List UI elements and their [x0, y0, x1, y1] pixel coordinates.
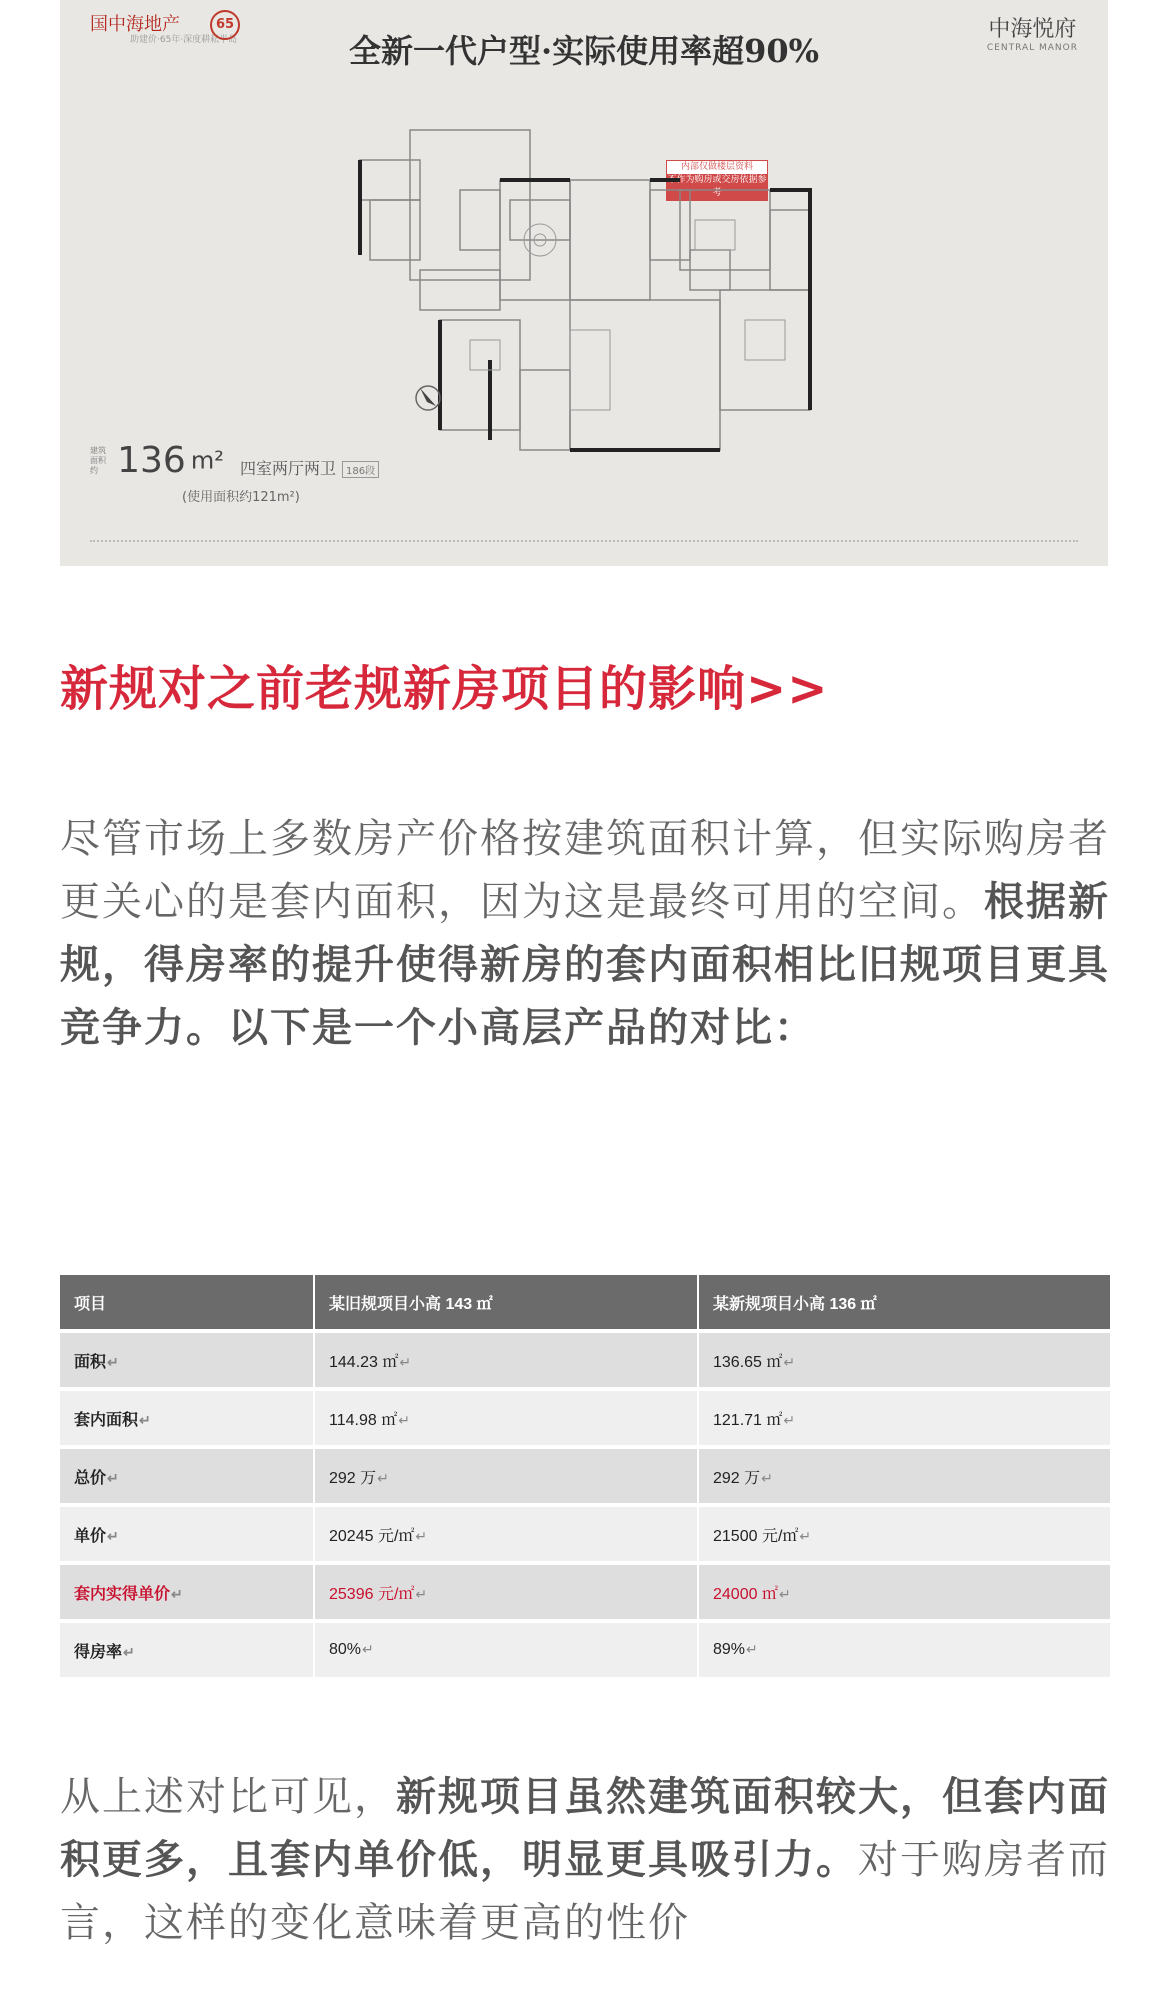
row-old-value — [315, 1445, 699, 1503]
row-old-value-text: 20245 元/㎡ — [329, 1527, 415, 1545]
row-new-value-text: 21500 元/㎡ — [713, 1527, 799, 1545]
row-old-value — [315, 1387, 699, 1445]
row-label-text: 套内实得单价 — [74, 1585, 171, 1603]
paragraph-2 — [60, 1766, 1110, 1955]
return-mark: ↵ — [107, 1353, 119, 1370]
row-new-value — [699, 1445, 1110, 1503]
row-new-value — [699, 1503, 1110, 1561]
table-header-row — [60, 1275, 1110, 1329]
return-mark: ↵ — [415, 1527, 428, 1544]
brand-logo: 国中海地产 — [90, 14, 180, 35]
plan-headline: 全新一代户型·实际使用率超90% — [348, 32, 820, 70]
paragraph-1-bold: 根据新规，得房率的提升使得新房的套内面积相比旧规项目更具竞争力。以下是一个小高层产品的对比： — [60, 879, 1110, 1051]
return-mark: ↵ — [171, 1585, 183, 1602]
row-new-value — [699, 1619, 1110, 1677]
return-mark: ↵ — [799, 1527, 812, 1544]
paragraph-2-bold: 新规项目虽然建筑面积较大，但套内面积更多，且套内单价低，明显更具吸引力。 — [60, 1774, 1110, 1883]
return-mark: ↵ — [761, 1469, 773, 1486]
return-mark: ↵ — [362, 1641, 374, 1657]
header-item: 项目 — [60, 1275, 315, 1329]
anniversary-logo: 65 — [210, 10, 240, 40]
return-mark: ↵ — [107, 1469, 119, 1486]
return-mark: ↵ — [123, 1643, 135, 1660]
row-label-text: 套内面积 — [74, 1411, 139, 1429]
area-value: 136 — [117, 440, 186, 481]
row-label — [60, 1329, 315, 1387]
row-label — [60, 1503, 315, 1561]
row-label-text: 面积 — [74, 1353, 107, 1371]
plan-footnote — [90, 540, 1078, 546]
row-label-text: 总价 — [74, 1469, 107, 1487]
row-new-value-text: 121.71 ㎡ — [713, 1411, 783, 1429]
row-old-value — [315, 1329, 699, 1387]
table-row — [60, 1445, 1110, 1503]
row-old-value-text: 114.98 ㎡ — [329, 1411, 398, 1429]
return-mark: ↵ — [107, 1527, 119, 1544]
paragraph-1 — [60, 808, 1110, 1060]
row-new-value-text: 292 万 — [713, 1469, 761, 1487]
room-layout-text: 四室两厅两卫 — [240, 459, 337, 478]
section-title: 新规对之前老规新房项目的影响>> — [60, 661, 829, 717]
header-old-project: 某旧规项目小高 143 ㎡ — [315, 1275, 699, 1329]
row-old-value-text: 292 万 — [329, 1469, 377, 1487]
return-mark: ↵ — [399, 1353, 412, 1370]
paragraph-2-normal-1: 从上述对比可见， — [60, 1774, 396, 1820]
room-layout-tag: 186段 — [342, 461, 379, 478]
project-logo — [987, 12, 1078, 53]
row-new-value — [699, 1329, 1110, 1387]
row-label-text: 得房率 — [74, 1643, 123, 1661]
row-label — [60, 1445, 315, 1503]
paragraph-1-normal: 尽管市场上多数房产价格按建筑面积计算，但实际购房者更关心的是套内面积，因为这是最终可用的空间。 — [60, 816, 1110, 925]
row-new-value-text: 136.65 ㎡ — [713, 1353, 783, 1371]
table-row — [60, 1329, 1110, 1387]
table-row — [60, 1503, 1110, 1561]
row-old-value — [315, 1503, 699, 1561]
brand-slogan: 助建价·65年·深度耕耘半岛 — [130, 35, 238, 45]
return-mark: ↵ — [783, 1411, 796, 1428]
row-old-value-text: 144.23 ㎡ — [329, 1353, 399, 1371]
return-mark: ↵ — [778, 1585, 791, 1602]
table-row — [60, 1619, 1110, 1677]
paragraph-2-normal-2: 对于购房者而言，这样的变化意味着更高的性价 — [60, 1837, 1110, 1946]
room-layout — [240, 456, 379, 479]
return-mark: ↵ — [398, 1411, 410, 1428]
return-mark: ↵ — [139, 1411, 151, 1428]
comparison-table — [60, 1275, 1110, 1677]
return-mark: ↵ — [377, 1469, 389, 1486]
row-label — [60, 1619, 315, 1677]
return-mark: ↵ — [783, 1353, 796, 1370]
area-block — [90, 440, 224, 481]
row-old-value — [315, 1561, 699, 1619]
north-arrow-icon — [408, 378, 448, 418]
row-label-text: 单价 — [74, 1527, 107, 1545]
table-row — [60, 1561, 1110, 1619]
row-new-value — [699, 1561, 1110, 1619]
badge-line-2: 不作为购房或交房依据参考 — [667, 175, 767, 198]
badge-line-1: 内部仅做楼层资料 — [680, 162, 753, 172]
row-old-value — [315, 1619, 699, 1677]
table-row — [60, 1387, 1110, 1445]
row-new-value-text: 24000 ㎡ — [713, 1585, 778, 1603]
row-old-value-text: 25396 元/㎡ — [329, 1585, 415, 1603]
floor-plan-image[interactable] — [60, 0, 1108, 566]
project-name-zh: 中海悦府 — [988, 17, 1077, 42]
row-old-value-text: 80% — [329, 1641, 362, 1658]
row-label — [60, 1387, 315, 1445]
row-label — [60, 1561, 315, 1619]
row-new-value — [699, 1387, 1110, 1445]
row-new-value-text: 89% — [713, 1641, 746, 1658]
area-unit: m² — [190, 446, 224, 475]
area-label: 建筑面积约 — [90, 445, 106, 475]
project-name-en: CENTRAL MANOR — [986, 43, 1078, 53]
usable-area: (使用面积约121m²) — [182, 490, 300, 505]
return-mark: ↵ — [746, 1641, 758, 1657]
header-new-project: 某新规项目小高 136 ㎡ — [699, 1275, 1110, 1329]
return-mark: ↵ — [415, 1585, 428, 1602]
